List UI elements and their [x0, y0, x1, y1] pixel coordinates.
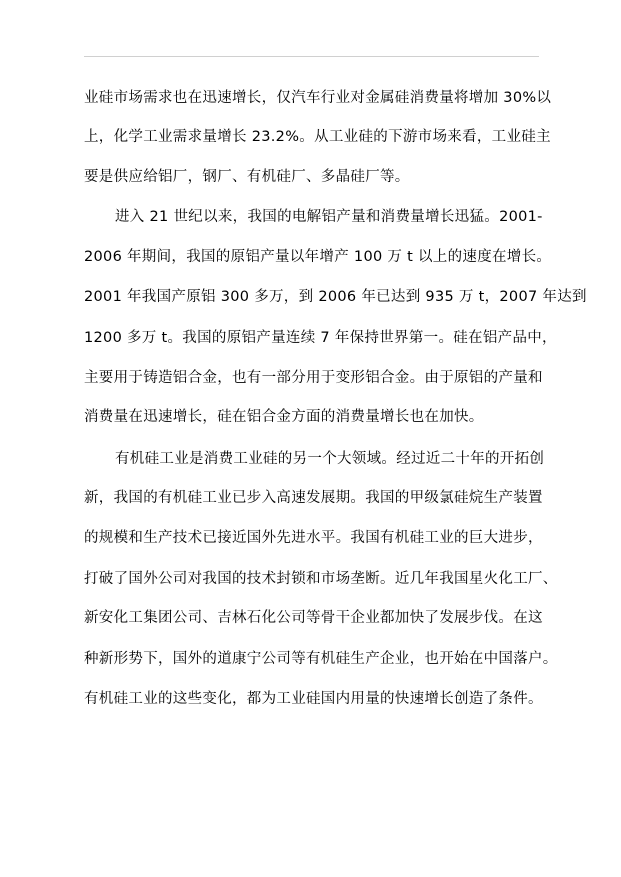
text-line-15: 种新形势下，国外的道康宁公司等有机硅生产企业，也开始在中国落户。 [84, 651, 558, 667]
header-rule [84, 56, 539, 57]
text-line-7: 1200 多万 t。我国的原铝产量连续 7 年保持世界第一。硅在铝产品中， [84, 330, 557, 346]
text-line-9: 消费量在迅速增长，硅在铝合金方面的消费量增长也在加快。 [84, 409, 484, 425]
text-line-3: 要是供应给铝厂，钢厂、有机硅厂、多晶硅厂等。 [84, 169, 410, 185]
text-line-4: 进入 21 世纪以来，我国的电解铝产量和消费量增长迅猛。2001- [115, 209, 543, 225]
text-line-11: 新，我国的有机硅工业已步入高速发展期。我国的甲级氯硅烷生产装置 [84, 490, 543, 506]
text-line-16: 有机硅工业的这些变化，都为工业硅国内用量的快速增长创造了条件。 [84, 691, 543, 707]
text-line-5: 2006 年期间，我国的原铝产量以年增产 100 万 t 以上的速度在增长。 [84, 249, 552, 265]
text-line-6: 2001 年我国产原铝 300 多万，到 2006 年已达到 935 万 t，2007 年达到 [84, 289, 587, 305]
text-line-10: 有机硅工业是消费工业硅的另一个大领域。经过近二十年的开拓创 [115, 451, 545, 467]
text-line-8: 主要用于铸造铝合金，也有一部分用于变形铝合金。由于原铝的产量和 [84, 370, 543, 386]
text-line-1: 业硅市场需求也在迅速增长，仅汽车行业对金属硅消费量将增加 30%以 [84, 90, 552, 106]
text-line-14: 新安化工集团公司、吉林石化公司等骨干企业都加快了发展步伐。在这 [84, 610, 543, 626]
text-line-13: 打破了国外公司对我国的技术封锁和市场垄断。近几年我国星火化工厂、 [84, 571, 558, 587]
text-line-2: 上，化学工业需求量增长 23.2%。从工业硅的下游市场来看，工业硅主 [84, 129, 551, 145]
text-line-12: 的规模和生产技术已接近国外先进水平。我国有机硅工业的巨大进步， [84, 530, 543, 546]
